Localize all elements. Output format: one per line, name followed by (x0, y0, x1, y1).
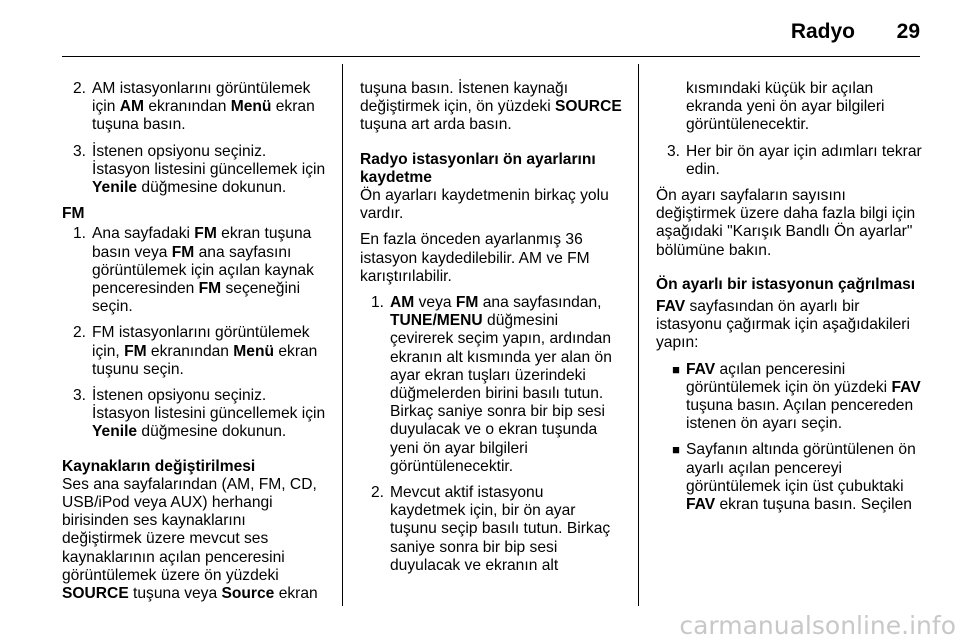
step-number: 3. (666, 142, 680, 160)
fm-step-2 (62, 324, 327, 379)
step-text: Mevcut aktif istasyonu kaydetmek için, bir ön ayar tuşunu seçip basılı tutun. Birkaç saniye sonra bir bip sesi duyulacak ve ekranın alt (390, 484, 611, 574)
page-number: 29 (896, 20, 920, 43)
step-text: AM veya FM ana sayfasından, TUNE/MENU düğmesini çevirerek seçim yapın, ardından ekranın alt kısmında yer alan ön ayar ekran tuşları üzerindeki düğmelerden birini basılı tutun. Birkaç saniye sonra bir bip sesi duyulacak ve o ekran tuşunda yeni ön ayar bilgileri görüntülenecektir. (390, 294, 612, 475)
am-step-2 (62, 80, 327, 135)
column-divider-1 (342, 64, 343, 606)
bullet-item (656, 361, 922, 434)
page-header-title: Radyo (790, 20, 855, 43)
bullet-square-icon: ■ (672, 442, 680, 458)
bullet-item (656, 441, 922, 514)
watermark: carmanualsonline.info (679, 611, 956, 640)
step-number: 2. (72, 80, 86, 97)
step-text: Ana sayfadaki FM ekran tuşuna basın veya FM ana sayfasını görüntülemek için açılan kaynak penceresinden FM seçeneğini seçin. (92, 225, 314, 316)
paragraph: Ön ayarları kaydetmenin birkaç yolu vardır. (360, 187, 609, 223)
section-heading-fm: FM (62, 205, 85, 223)
section-heading-recall-preset: Ön ayarlı bir istasyonun çağrılması (656, 275, 916, 293)
step-text: FM istasyonlarını görüntülemek için, FM ekranından Menü ekran tuşunu seçin. (92, 324, 318, 378)
section-heading-source: Kaynakların değiştirilmesi (62, 457, 256, 475)
step-text: AM istasyonlarını görüntülemek için AM ekranından Menü ekran tuşuna basın. (92, 80, 315, 134)
save-step-2 (360, 484, 622, 575)
am-step-3 (62, 143, 327, 198)
save-step-3 (656, 143, 922, 179)
step-number: 2. (370, 484, 384, 502)
column-3 (656, 80, 922, 522)
paragraph: FAV sayfasından ön ayarlı bir istasyonu çağırmak için aşağıdakileri yapın: (656, 298, 910, 352)
section-heading-save-presets: Radyo istasyonları ön ayarlarını kaydetme (360, 150, 596, 186)
source-paragraph-cont: tuşuna basın. İstenen kaynağı değiştirmek için, ön yüzdeki SOURCE tuşuna art arda basın. (360, 80, 622, 134)
step-text: kısmındaki küçük bir açılan ekranda yeni ön ayar bilgileri görüntülenecektir. (686, 80, 885, 134)
source-paragraph: Ses ana sayfalarından (AM, FM, CD, USB/iPod veya AUX) herhangi birisinden ses kaynaklarını değiştirmek üzere mevcut ses kaynaklarının açılan penceresini görüntülemek üzere ön yüzdeki SOURCE tuşuna veya Source ekran (62, 475, 318, 603)
paragraph: Ön ayarı sayfaların sayısını değiştirmek üzere daha fazla bilgi için aşağıdaki "Karışık Bandlı Ön ayarlar" bölümüne bakın. (656, 187, 916, 259)
step-text: İstenen opsiyonu seçiniz. İstasyon listesini güncellemek için Yenile düğmesine dokunun. (92, 142, 326, 197)
save-step-1 (360, 294, 622, 476)
step-text: İstenen opsiyonu seçiniz. İstasyon listesini güncellemek için Yenile düğmesine dokunun. (92, 387, 326, 441)
fm-step-3 (62, 387, 327, 442)
save-step-2-cont (656, 80, 922, 135)
step-number: 3. (72, 387, 86, 405)
column-2 (360, 80, 622, 583)
step-number: 1. (72, 225, 86, 243)
step-number: 2. (72, 324, 86, 342)
step-number: 3. (72, 142, 86, 160)
bullet-text: FAV açılan penceresini görüntülemek için ön yüzdeki FAV tuşuna basın. Açılan pencereden istenen ön ayarı seçin. (686, 360, 921, 433)
fm-step-1 (62, 225, 327, 316)
bullet-square-icon: ■ (672, 361, 680, 377)
header-rule (62, 56, 920, 57)
column-divider-2 (638, 64, 639, 606)
paragraph: En fazla önceden ayarlanmış 36 istasyon kaydedilebilir. AM ve FM karıştırılabilir. (360, 231, 590, 285)
bullet-text: Sayfanın altında görüntülenen ön ayarlı açılan pencereyi görüntülemek için üst çubuktaki FAV ekran tuşuna basın. Seçilen (686, 441, 916, 514)
column-1 (62, 80, 327, 611)
step-number: 1. (370, 294, 384, 312)
step-text: Her bir ön ayar için adımları tekrar edin. (686, 142, 922, 178)
